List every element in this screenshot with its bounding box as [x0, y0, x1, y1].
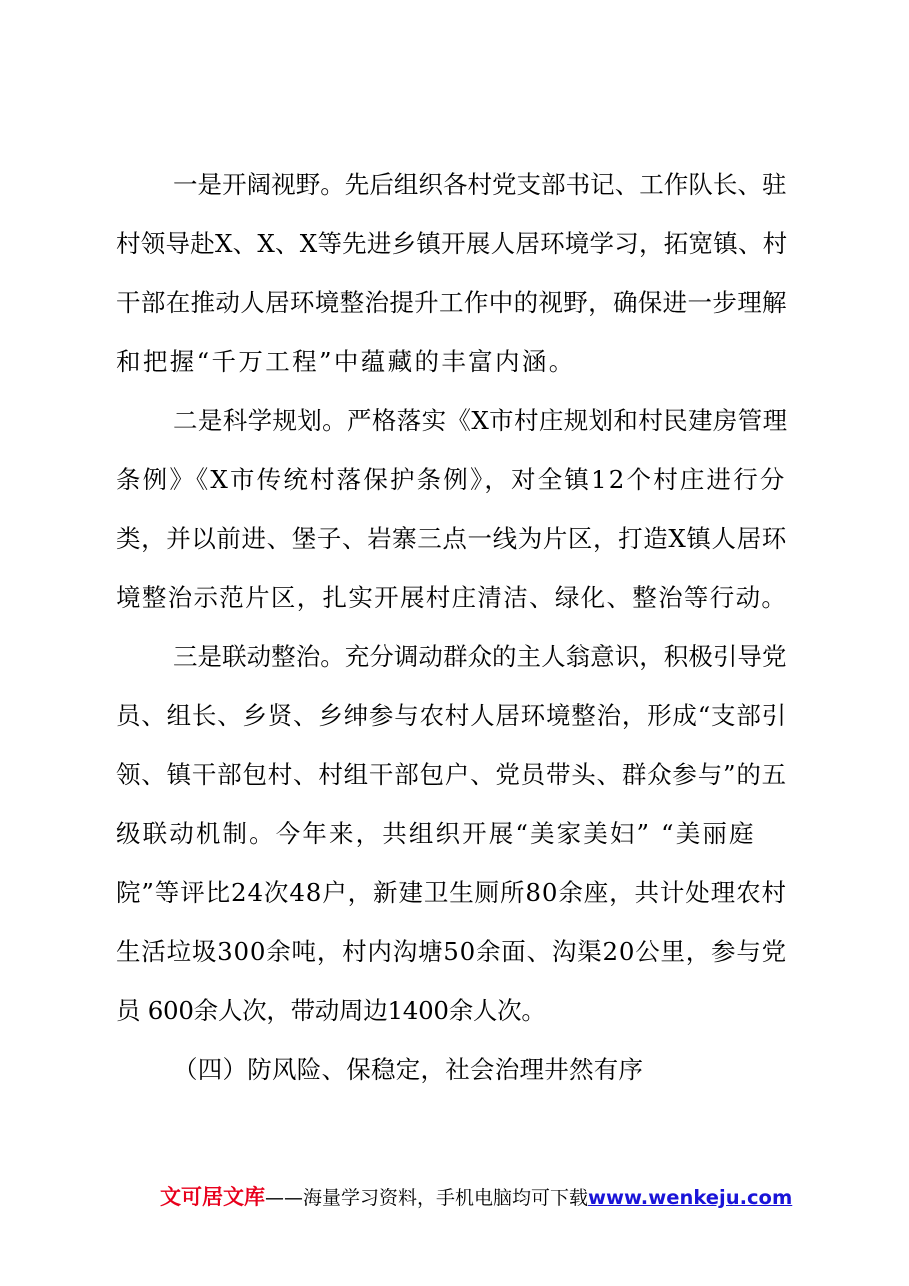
text-line: 和把握“千万工程”中蕴藏的丰富内涵。 — [116, 347, 576, 376]
text-line: 员、组长、乡贤、乡绅参与农村人居环境整治，形成“支部引 — [116, 701, 787, 730]
footer-brand: 文可居文库 — [160, 1185, 265, 1209]
text-line: 类，并以前进、堡子、岩寨三点一线为片区，打造X镇人居环 — [116, 524, 787, 553]
footer-url-link[interactable]: www.wenkeju.com — [588, 1186, 793, 1209]
text-line: 院”等评比24次48户，新建卫生厕所80余座，共计处理农村 — [116, 878, 787, 907]
text-line: 领、镇干部包村、村组干部包户、党员带头、群众参与”的五 — [116, 760, 787, 789]
footer-tagline: ——海量学习资料，手机电脑均可下载 — [265, 1187, 589, 1209]
text-line: 员 600余人次，带动周边1400余人次。 — [116, 996, 546, 1025]
text-line: 境整治示范片区，扎实开展村庄清洁、绿化、整治等行动。 — [116, 583, 788, 612]
text-line: 条例》《X市传统村落保护条例》，对全镇12个村庄进行分 — [116, 465, 787, 494]
text-line: 级联动机制。今年来，共组织开展“美家美妇” “美丽庭 — [116, 819, 756, 848]
footer-banner — [160, 1182, 792, 1212]
text-line: 一是开阔视野。先后组织各村党支部书记、工作队长、驻 — [173, 170, 787, 199]
text-line: 三是联动整治。充分调动群众的主人翁意识，积极引导党 — [173, 642, 787, 671]
text-line: 干部在推动人居环境整治提升工作中的视野，确保进一步理解 — [116, 288, 787, 317]
text-line: 村领导赴X、X、X等先进乡镇开展人居环境学习，拓宽镇、村 — [116, 229, 788, 258]
section-heading: （四）防风险、保稳定，社会治理井然有序 — [173, 1055, 644, 1084]
text-line: 生活垃圾300余吨，村内沟塘50余面、沟渠20公里，参与党 — [116, 937, 787, 966]
text-line: 二是科学规划。严格落实《X市村庄规划和村民建房管理 — [173, 406, 788, 435]
